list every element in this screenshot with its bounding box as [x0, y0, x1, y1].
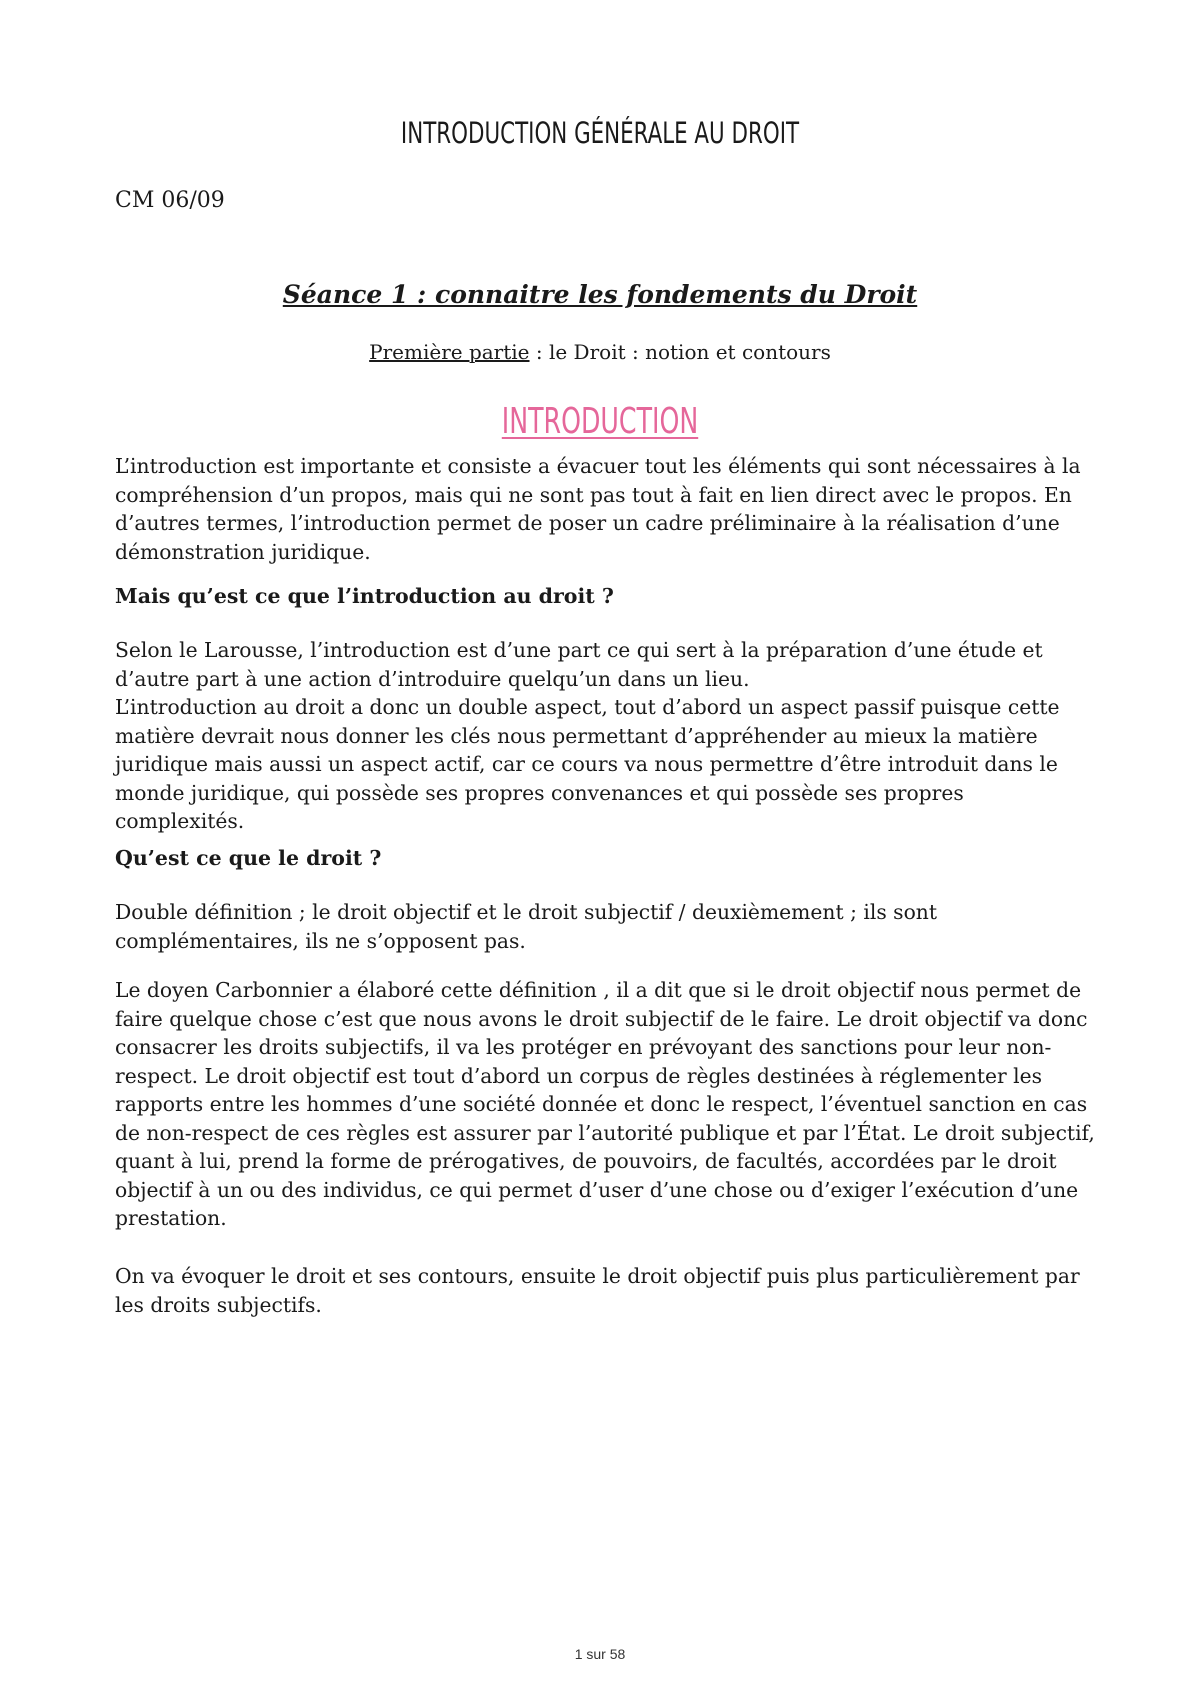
question-heading-introduction: Mais qu’est ce que l’introduction au droit ?	[115, 584, 614, 608]
document-title: INTRODUCTION GÉNÉRALE AU DROIT	[400, 116, 800, 150]
lecture-date: CM 06/09	[115, 188, 225, 213]
session-title: Séance 1 : connaitre les fondements du Droit	[282, 280, 918, 309]
paragraph-introduction: L’introduction est importante et consiste a évacuer tout les éléments qui sont nécessaires à la compréhension d’un propos, mais qui ne sont pas tout à fait en lien direct avec le propos. En d’autres termes, l’introduction permet de poser un cadre préliminaire à la réalisation d’une démonstration juridique.	[115, 454, 1081, 564]
paragraph-carbonnier: Le doyen Carbonnier a élaboré cette définition , il a dit que si le droit objectif nous permet de faire quelque chose c’est que nous avons le droit subjectif de le faire. Le droit objectif va donc consacrer les droits subjectifs, il va les protéger en prévoyant des sanctions pour leur non-respect. Le droit objectif est tout d’abord un corpus de règles destinées à réglementer les rapports entre les hommes d’une société donnée et donc le respect, l’éventuel sanction en cas de non-respect de ces règles est assurer par l’autorité publique et par l’État. Le droit subjectif, quant à lui, prend la forme de prérogatives, de pouvoirs, de facultés, accordées par le droit objectif à un ou des individus, ce qui permet d’user d’une chose ou d’exiger l’exécution d’une prestation.	[115, 978, 1095, 1230]
paragraph-double-aspect: L’introduction au droit a donc un double aspect, tout d’abord un aspect passif puisque cette matière devrait nous donner les clés nous permettant d’appréhender au mieux la matière juridique mais aussi un aspect actif, car ce cours va nous permettre d’être introduit dans le monde juridique, qui possède ses propres convenances et qui possède ses propres complexités.	[115, 695, 1060, 833]
paragraph-plan: On va évoquer le droit et ses contours, ensuite le droit objectif puis plus particulièrement par les droits subjectifs.	[115, 1264, 1080, 1317]
part-label: Première partie	[369, 340, 530, 364]
page-indicator: 1 sur 58	[574, 1646, 626, 1662]
part-description: : le Droit : notion et contours	[529, 340, 831, 364]
paragraph-double-definition: Double définition ; le droit objectif et le droit subjectif / deuxièmement ; ils sont complémentaires, ils ne s’opposent pas.	[115, 900, 938, 953]
question-heading-droit: Qu’est ce que le droit ?	[115, 846, 382, 870]
paragraph-larousse: Selon le Larousse, l’introduction est d’une part ce qui sert à la préparation d’une étude et d’autre part à une action d’introduire quelqu’un dans un lieu.	[115, 638, 1043, 691]
introduction-heading: INTRODUCTION	[501, 401, 699, 442]
part-subtitle	[0, 340, 1200, 364]
